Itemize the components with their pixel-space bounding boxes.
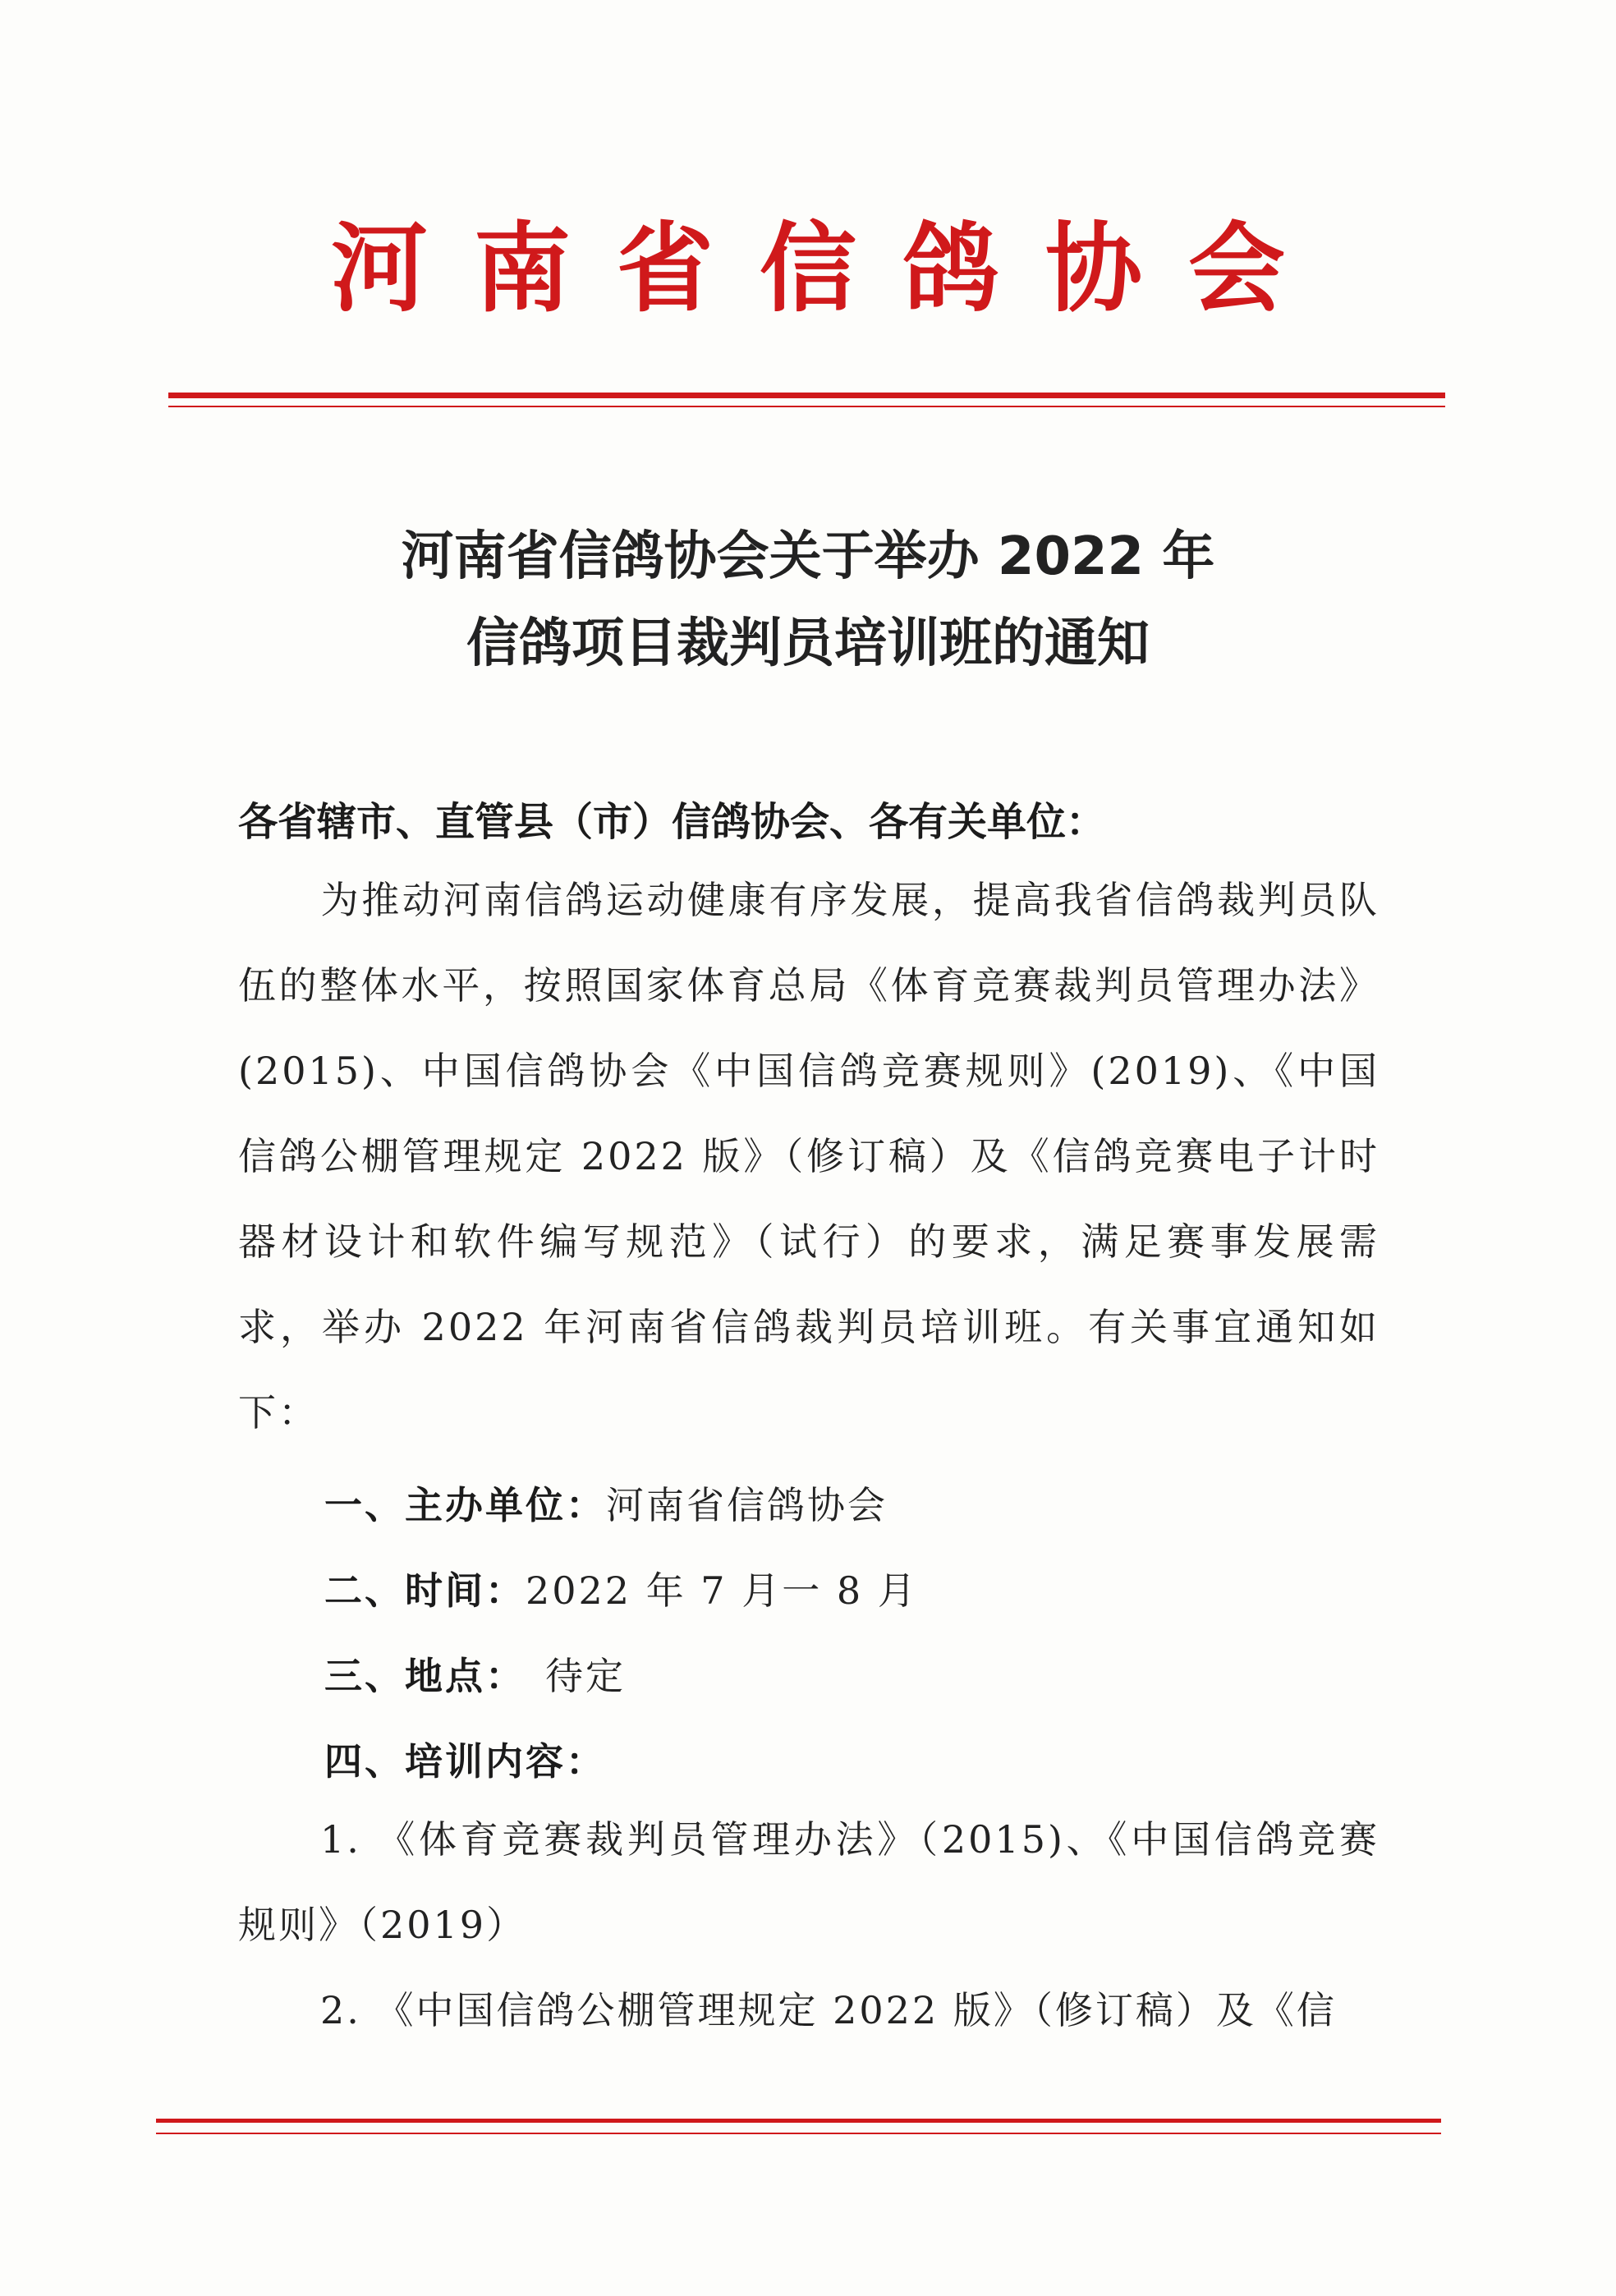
letterhead-rule-top-thin — [168, 406, 1445, 407]
footer-rule-thick — [156, 2119, 1441, 2123]
section-value: 待定 — [545, 1654, 626, 1698]
letterhead-org-name: 河南省信鸽协会 — [330, 211, 1331, 325]
section-organizer — [324, 1476, 888, 1530]
salutation: 各省辖市、直管县（市）信鸽协会、各有关单位： — [238, 799, 1106, 845]
notice-title-line1: 河南省信鸽协会关于举办 2022 年 — [401, 526, 1215, 587]
training-item-text: 1. 《体育竞赛裁判员管理办法》（2015)、《中国信鸽竞赛规则》（2019） — [238, 1817, 1380, 1947]
section-time — [324, 1561, 918, 1615]
section-heading: 三、地点： — [324, 1654, 526, 1698]
footer-rule-thin — [156, 2133, 1441, 2134]
section-value: 河南省信鸽协会 — [606, 1483, 888, 1527]
section-heading: 二、时间： — [324, 1568, 526, 1613]
section-heading: 四、培训内容： — [324, 1739, 606, 1784]
section-training-content — [324, 1732, 606, 1786]
notice-title-line2: 信鸽项目裁判员培训班的通知 — [466, 613, 1150, 674]
training-item-1 — [238, 1797, 1380, 1968]
intro-paragraph — [238, 857, 1380, 1455]
section-heading: 一、主办单位： — [324, 1483, 606, 1527]
training-item-text: 2. 《中国信鸽公棚管理规定 2022 版》（修订稿）及《信 — [320, 1988, 1337, 2032]
training-item-2 — [238, 1968, 1380, 2053]
section-location — [324, 1646, 626, 1701]
intro-text: 为推动河南信鸽运动健康有序发展，提高我省信鸽裁判员队伍的整体水平，按照国家体育总局《体育竞赛裁判员管理办法》(2015)、中国信鸽协会《中国信鸽竞赛规则》(2019)、《中国信鸽公棚管理规定 2022 版》（修订稿）及《信鸽竞赛电子计时器材设计和软件编写规范》（试行）的要求，满足赛事发展需求，举办 2022 年河南省信鸽裁判员培训班。有关事宜通知如下： — [238, 878, 1380, 1435]
section-value: 2022 年 7 月一 8 月 — [526, 1568, 918, 1613]
letterhead-rule-top-thick — [168, 393, 1445, 398]
